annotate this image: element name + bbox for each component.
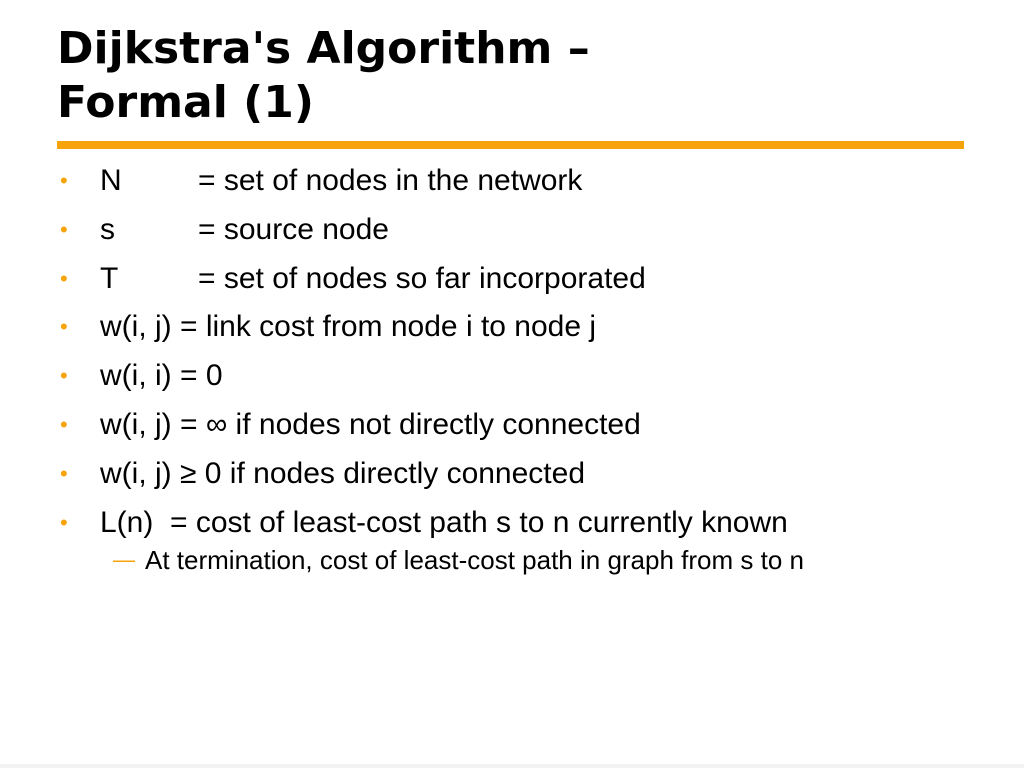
footer-divider xyxy=(0,764,1024,768)
bullet-text xyxy=(100,256,646,302)
bullet-item-n xyxy=(58,158,978,207)
bullet-item-least-cost xyxy=(58,500,978,549)
title-underline-rule xyxy=(57,141,964,149)
sub-bullet-termination xyxy=(58,542,978,578)
bullet-item-self-cost xyxy=(58,353,978,402)
bullet-text: L(n) = cost of least-cost path s to n currently known xyxy=(100,505,788,539)
bullet-marker-icon: • xyxy=(60,216,68,242)
bullet-term: N xyxy=(100,164,122,197)
bullet-text xyxy=(100,158,582,204)
bullet-text: w(i, j) = link cost from node i to node j xyxy=(100,310,597,344)
bullet-item-link-cost xyxy=(58,304,978,353)
bullet-item-t xyxy=(58,256,978,305)
bullet-definition: = source node xyxy=(198,212,389,246)
sub-bullet-text: At termination, cost of least-cost path in graph from s to n xyxy=(145,545,804,576)
bullet-marker-icon: • xyxy=(60,168,68,193)
title-line-1: Dijkstra's Algorithm – xyxy=(57,23,590,74)
bullet-list xyxy=(58,158,978,578)
bullet-text: w(i, j) = ∞ if nodes not directly connected xyxy=(100,407,641,441)
bullet-text: w(i, j) ≥ 0 if nodes directly connected xyxy=(100,456,586,490)
bullet-definition: = set of nodes in the network xyxy=(198,164,583,197)
bullet-item-nonnegative-cost xyxy=(58,451,978,500)
bullet-marker-icon: • xyxy=(60,509,68,535)
bullet-definition: = set of nodes so far incorporated xyxy=(198,261,646,295)
dash-marker-icon: — xyxy=(113,547,135,573)
slide-title xyxy=(57,22,977,130)
bullet-text xyxy=(100,207,389,253)
bullet-text: w(i, i) = 0 xyxy=(100,359,223,393)
bullet-item-infinite-cost xyxy=(58,402,978,451)
bullet-marker-icon: • xyxy=(60,314,68,340)
bullet-marker-icon: • xyxy=(60,411,68,437)
bullet-term: s xyxy=(100,212,115,246)
bullet-item-s xyxy=(58,207,978,256)
bullet-marker-icon: • xyxy=(60,265,68,291)
bullet-marker-icon: • xyxy=(60,460,68,486)
title-line-2: Formal (1) xyxy=(57,77,314,128)
bullet-term: T xyxy=(100,261,119,295)
bullet-marker-icon: • xyxy=(60,363,68,389)
